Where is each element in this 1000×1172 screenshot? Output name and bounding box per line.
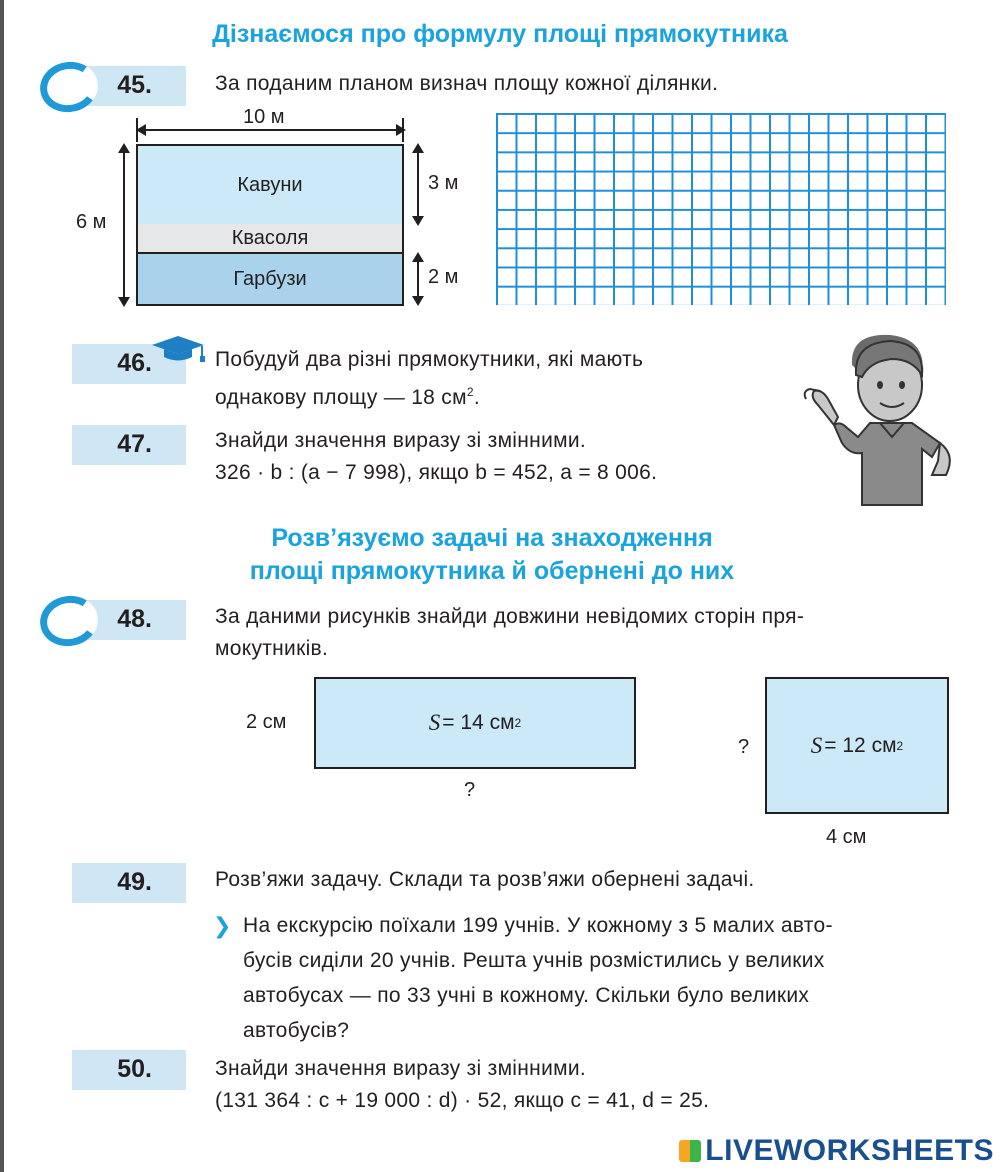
area-symbol: S — [810, 732, 823, 758]
task-number-45: 45. — [117, 71, 152, 99]
height-dimension-line — [123, 148, 125, 302]
task-48-text — [215, 601, 804, 665]
plan-width-label: 10 м — [243, 106, 285, 128]
rect1-unknown-side[interactable]: ? — [464, 779, 476, 801]
plan-bottom-label: 2 м — [428, 266, 459, 288]
task-45-text: За поданим планом визнач площу кожної ділянки. — [215, 72, 719, 95]
task-47-line1: Знайди значення виразу зі змінними. — [215, 429, 586, 452]
task-number-box-47 — [72, 425, 186, 465]
arrow-up-icon — [118, 143, 130, 153]
tick-line — [402, 118, 404, 142]
plan-band-label: Гарбузи — [233, 267, 307, 290]
rect1-area-value: = 14 см — [442, 711, 515, 734]
chevron-right-icon: ❯ — [213, 913, 232, 938]
brand-text: LIVEWORKSHEETS — [705, 1134, 994, 1167]
superscript: 2 — [466, 385, 474, 399]
section-title-2 — [0, 524, 992, 586]
task-50-text — [215, 1053, 709, 1117]
task-47-expression: 326 · b : (a − 7 998), якщо b = 452, a = 8 006. — [215, 461, 658, 484]
arrow-down-icon — [412, 296, 424, 306]
rect1-side-label: 2 см — [246, 711, 287, 733]
task-50-line1: Знайди значення виразу зі змінними. — [215, 1057, 586, 1080]
arrow-up-icon — [412, 143, 424, 153]
superscript: 2 — [514, 716, 522, 730]
arrow-down-icon — [412, 216, 424, 226]
problem-line: На екскурсію поїхали 199 учнів. У кожному з 5 малих авто- — [243, 914, 833, 937]
rectangle-2 — [765, 677, 949, 814]
task-49-problem — [243, 908, 833, 1048]
brand-logo[interactable] — [679, 1134, 994, 1168]
plan-band-beans — [136, 224, 404, 254]
task-47-text — [215, 425, 657, 489]
plan-band-label: Кавуни — [237, 173, 303, 196]
task-48-line1: За даними рисунків знайди довжини невідомих сторін пря- — [215, 605, 805, 628]
rectangle-1 — [314, 677, 636, 769]
section-title: Дізнаємося про формулу площі прямокутника — [212, 20, 788, 48]
width-dimension-line — [140, 129, 402, 131]
top-dimension-line — [417, 148, 419, 222]
task-number-box-50 — [72, 1050, 186, 1090]
task-48-line2: мокутників. — [215, 637, 329, 660]
task-46-line2 — [215, 376, 643, 414]
page-border — [0, 0, 4, 1172]
superscript: 2 — [896, 738, 904, 753]
task-number-48: 48. — [117, 605, 152, 633]
brand-logo-icon — [679, 1140, 701, 1162]
squared-grid[interactable] — [496, 113, 946, 305]
task-number-box-49 — [72, 863, 186, 903]
plan-band-pumpkins — [136, 252, 404, 306]
task-46-line2-text: однакову площу — 18 см — [215, 386, 467, 409]
plan-band-label: Квасоля — [231, 226, 309, 249]
tick-line — [136, 118, 138, 142]
plan-height-label: 6 м — [76, 211, 107, 233]
arrow-down-icon — [118, 297, 130, 307]
period: . — [473, 386, 480, 409]
rect2-unknown-side[interactable]: ? — [738, 736, 750, 758]
task-50-expression: (131 364 : c + 19 000 : d) · 52, якщо c = 41, d = 25. — [215, 1089, 710, 1112]
task-number-47: 47. — [117, 430, 152, 458]
task-46-text — [215, 344, 643, 414]
rect2-area-value: = 12 см — [824, 733, 897, 757]
task-number-50: 50. — [117, 1055, 152, 1083]
task-number-49: 49. — [117, 868, 152, 896]
arrow-up-icon — [412, 252, 424, 262]
problem-line: бусів сиділи 20 учнів. Решта учнів розмістились у великих — [243, 949, 825, 972]
plan-top-label: 3 м — [428, 172, 459, 194]
problem-line: автобусів? — [243, 1019, 350, 1042]
problem-line: автобусах — по 33 учні в кожному. Скільки було великих — [243, 984, 810, 1007]
rect2-side-label: 4 см — [826, 826, 867, 848]
section-title-2-line2: площі прямокутника й обернені до них — [249, 557, 735, 585]
area-symbol: S — [428, 710, 441, 735]
section-title-2-line1: Розв’язуємо задачі на знаходження — [271, 524, 713, 552]
arrow-right-icon — [396, 124, 406, 136]
boy-illustration — [800, 325, 960, 515]
task-number-46: 46. — [117, 349, 152, 377]
plan-band-watermelons — [136, 144, 404, 226]
task-46-line1: Побудуй два різні прямокутники, які мають — [215, 348, 644, 371]
graduation-cap-icon — [150, 334, 206, 364]
task-49-text: Розв’яжи задачу. Склади та розв’яжи обернені задачі. — [215, 868, 755, 891]
